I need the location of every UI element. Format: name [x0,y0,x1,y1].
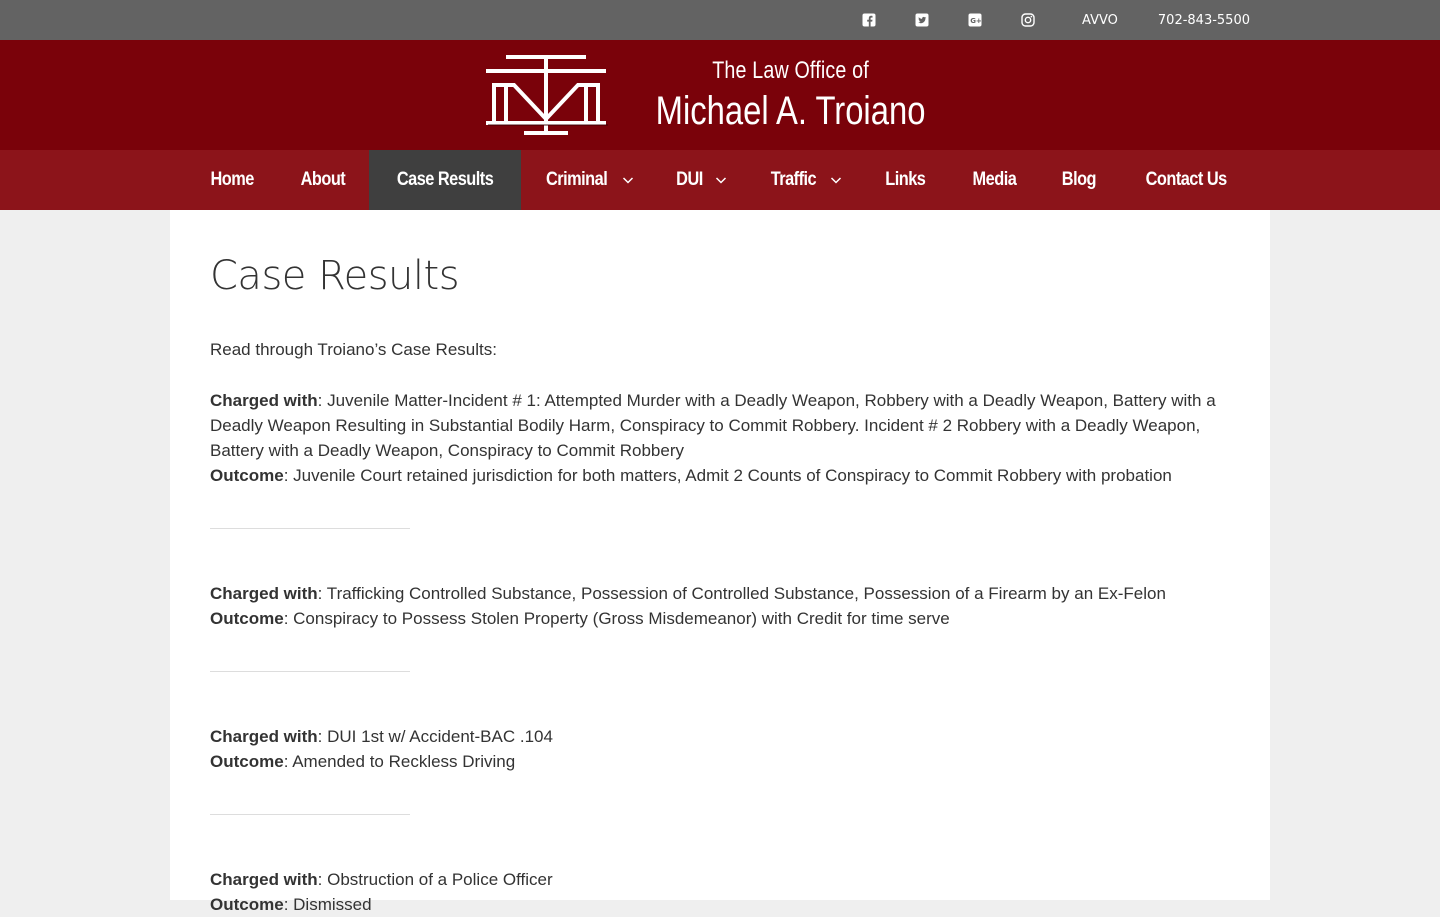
outcome-label: Outcome [210,609,284,628]
main-content [170,210,1270,914]
outcome-line [210,892,1230,917]
case-result [210,724,1230,774]
outcome-label: Outcome [210,752,284,771]
case-result [210,388,1230,488]
charged-text: : Trafficking Controlled Substance, Possession of Controlled Substance, Possession of a Firearm by an Ex-Felon [317,584,1166,603]
case-result [210,581,1230,631]
twitter-icon[interactable] [915,13,929,27]
nav-about[interactable] [277,150,369,210]
site-header [0,40,1440,150]
nav-links[interactable] [862,150,949,210]
nav-dui[interactable] [654,150,747,210]
nav-criminal-label: Criminal [545,169,608,190]
divider [210,528,410,529]
chevron-down-icon [830,174,842,186]
charged-label: Charged with [210,870,318,889]
svg-text:G+: G+ [970,17,982,25]
charged-line [210,724,1230,749]
outcome-text: : Conspiracy to Possess Stolen Property (Gross Misdemeanor) with Credit for time serve [283,609,950,628]
brand-subtitle: The Law Office of [712,56,870,84]
outcome-text: : Amended to Reckless Driving [283,752,516,771]
nav-criminal[interactable] [521,150,654,210]
facebook-icon[interactable] [862,13,876,27]
instagram-icon[interactable] [1021,13,1035,27]
nav-media[interactable] [949,150,1040,210]
brand-text [626,57,955,134]
nav-media-label: Media [972,169,1016,190]
charged-text: : Juvenile Matter-Incident # 1: Attempted Murder with a Deadly Weapon, Robbery with a Deadly Weapon, Battery with a Deadly Weapon Resulting in Substantial Bodily Harm, Conspiracy to Commit Robbery. Incident # 2 Robbery with a Deadly Weapon, Battery with a Deadly Weapon, Conspiracy to Commit Robbery [210,391,1216,460]
google-plus-icon[interactable] [968,13,982,27]
nav-home[interactable] [187,150,277,210]
divider [210,671,410,672]
phone-link[interactable]: 702-843-5500 [1157,12,1250,28]
case-result [210,867,1230,917]
nav-contact-us[interactable] [1119,150,1253,210]
charged-label: Charged with [210,727,318,746]
chevron-down-icon [622,174,634,186]
charged-line [210,581,1230,606]
outcome-line [210,463,1230,488]
divider [210,814,410,815]
main-nav [0,150,1440,210]
outcome-label: Outcome [210,895,284,914]
outcome-text: : Juvenile Court retained jurisdiction for both matters, Admit 2 Counts of Conspiracy to Commit Robbery with probation [283,466,1172,485]
nav-blog[interactable] [1039,150,1119,210]
outcome-line [210,606,1230,631]
nav-traffic-label: Traffic [770,169,817,190]
page-title: Case Results [210,253,460,299]
brand[interactable] [484,55,955,135]
nav-traffic[interactable] [747,150,862,210]
nav-contact-us-label: Contact Us [1145,169,1227,190]
logo-mark [484,55,608,135]
avvo-link[interactable]: AVVO [1082,12,1118,28]
nav-blog-label: Blog [1062,169,1097,190]
charged-label: Charged with [210,584,318,603]
outcome-line [210,749,1230,774]
charged-text: : Obstruction of a Police Officer [317,870,553,889]
charged-line [210,867,1230,892]
nav-dui-label: DUI [676,169,703,190]
charged-text: : DUI 1st w/ Accident-BAC .104 [317,727,553,746]
nav-about-label: About [300,169,346,190]
chevron-down-icon [715,174,727,186]
social-links [862,13,1074,27]
charged-label: Charged with [210,391,318,410]
nav-case-results-label: Case Results [396,169,494,190]
intro-text: Read through Troiano’s Case Results: [210,340,497,359]
charged-line [210,388,1230,463]
outcome-label: Outcome [210,466,284,485]
outcome-text: : Dismissed [283,895,372,914]
nav-links-label: Links [885,169,926,190]
nav-case-results[interactable] [369,150,521,210]
brand-title: Michael A. Troiano [656,88,926,133]
nav-home-label: Home [210,169,254,190]
top-bar [0,0,1440,40]
